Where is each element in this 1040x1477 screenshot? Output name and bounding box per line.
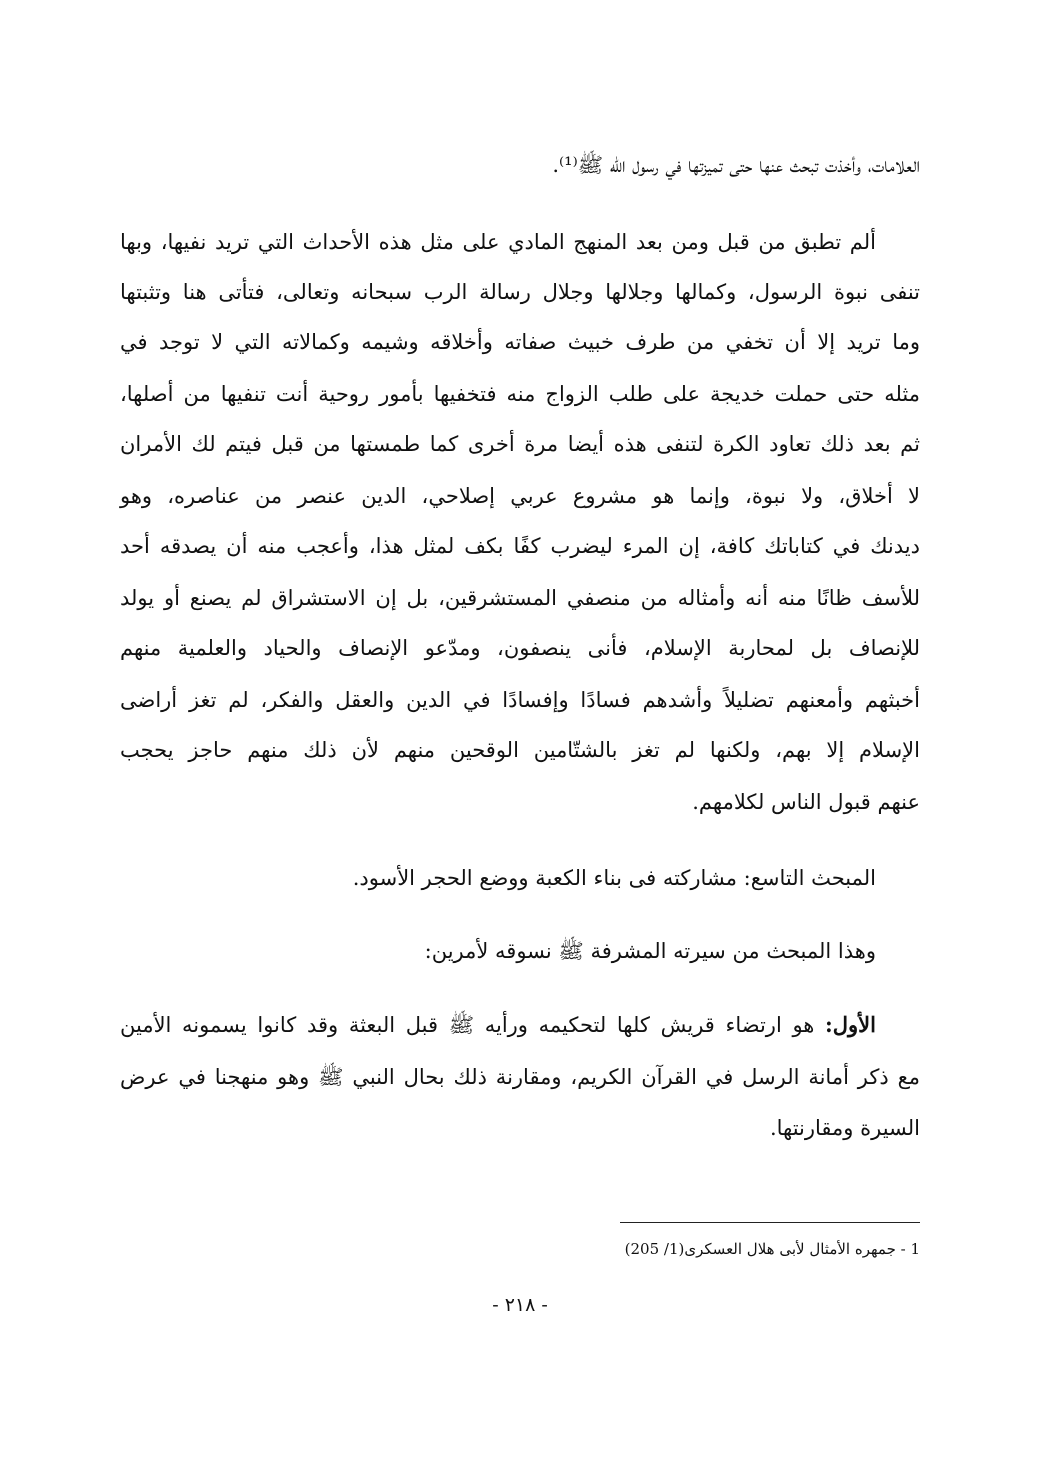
paragraph-3-line-2: مع ذكر أمانة الرسل في القرآن الكريم، ومقارنة ذلك بحال النبي ﷺ وهو منهجنا في عرض [120,1065,920,1089]
paragraph-2-line-9: للإنصاف بل لمحاربة الإسلام، فأنى ينصفون، ومدّعو الإنصاف والحياد والعلمية منهم [120,636,920,660]
paragraph-3-line-1-text: هو ارتضاء قريش كلها لتحكيمه ورأيه ﷺ قبل البعثة وقد كانوا يسمونه الأمين [120,1013,826,1037]
paragraph-2-line-12: عنهم قبول الناس لكلامهم. [692,790,920,814]
page-number: - ٢١٨ - [492,1294,548,1316]
paragraph-2-line-5: ثم بعد ذلك تعاود الكرة لتنفى هذه أيضا مرة أخرى كما طمستها من قبل فيتم لك الأمران [120,432,920,456]
intro-line: وهذا المبحث من سيرته المشرفة ﷺ نسوقه لأمرين: [424,939,876,963]
footnote: 1 - جمهره الأمثال لأبى هلال العسكرى(1/ 205) [624,1240,920,1258]
paragraph-3-line-3: السيرة ومقارنتها. [769,1116,920,1140]
paragraph-2-line-7: ديدنك في كتاباتك كافة، إن المرء ليضرب كفًا بكف لمثل هذا، وأعجب منه أن يصدقه أحد [120,534,920,558]
paragraph-3-line-1 [120,1012,876,1043]
footnote-separator [620,1222,920,1223]
section-heading: المبحث التاسع: مشاركته فى بناء الكعبة ووضع الحجر الأسود. [352,866,876,890]
paragraph-2-line-4: مثله حتى حملت خديجة على طلب الزواج منه فتخفيها بأمور روحية أنت تنفيها من أصلها، [120,382,920,406]
paragraph-1-line-1: العلامات، وأخذت تبحث عنها حتى تميزتها في رسول الله ﷺ⁽¹⁾. [552,153,920,177]
paragraph-2-line-6: لا أخلاق، ولا نبوة، وإنما هو مشروع عربي إصلاحي، الدين عنصر من عناصره، وهو [120,484,920,508]
paragraph-2-line-8: للأسف ظانًا منه أنه وأمثاله من منصفي المستشرقين، بل إن الاستشراق لم يصنع أو يولد [120,586,920,610]
paragraph-3-label: الأول: [825,1012,876,1037]
paragraph-2-line-10: أخبثهم وأمعنهم تضليلاً وأشدهم فسادًا وإفسادًا في الدين والعقل والفكر، لم تغز أراضى [120,688,920,712]
paragraph-2-line-2: تنفى نبوة الرسول، وكمالها وجلالها وجلال رسالة الرب سبحانه وتعالى، فتأتى هنا وتثبتها [120,280,920,304]
paragraph-2-line-1: ألم تطبق من قبل ومن بعد المنهج المادي على مثل هذه الأحداث التي تريد نفيها، وبها [120,230,876,254]
paragraph-2-line-11: الإسلام إلا بهم، ولكنها لم تغز بالشتّامين الوقحين منهم لأن ذلك منهم حاجز يحجب [120,738,920,762]
paragraph-2-line-3: وما تريد إلا أن تخفي من طرف خبيث صفاته وأخلاقه وشيمه وكمالاته التي لا توجد في [120,330,920,354]
